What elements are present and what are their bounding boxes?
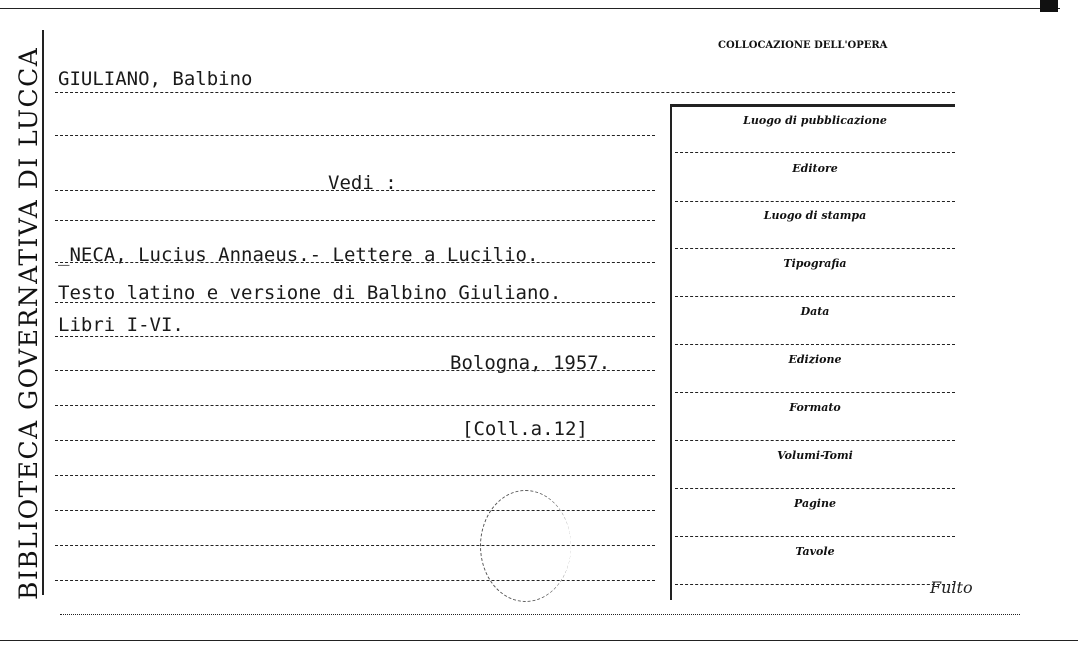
top-border [0,8,1060,9]
rule-line [55,510,655,511]
field-format: Formato [789,401,841,414]
shelfmark: [Coll.a.12] [462,418,588,440]
rule-line [55,580,655,581]
place-year: Bologna, 1957. [450,352,611,374]
signature: Fulto [930,578,973,597]
library-name: BIBLIOTECA GOVERNATIVA DI LUCCA [14,46,43,600]
field-rule [675,440,955,441]
field-pages: Pagine [794,497,836,510]
field-date: Data [800,305,830,318]
bottom-border [0,640,1078,641]
rule-line [55,92,955,93]
field-rule [675,201,955,202]
field-publisher: Editore [792,162,838,175]
rule-line [55,220,655,221]
rule-line [55,405,655,406]
field-rule [675,152,955,153]
see-label: Vedi : [328,172,397,194]
collocation-header: COLLOCAZIONE DELL'OPERA [718,40,888,51]
entry-line-1: _NECA, Lucius Annaeus.- Lettere a Lucilio. [58,244,539,266]
rule-line [55,440,655,441]
bottom-rule [60,614,1020,615]
field-plates: Tavole [795,545,835,558]
fields-divider [670,105,672,600]
field-place-of-publication: Luogo di pubblicazione [743,114,887,127]
rule-line [55,135,655,136]
fields-top-rule [670,104,955,107]
field-rule [675,536,955,537]
field-rule [675,392,955,393]
entry-line-3: Libri I-VI. [58,314,184,336]
entry-line-2: Testo latino e versione di Balbino Giuliano. [58,282,562,304]
field-rule [675,296,955,297]
corner-mark [1040,0,1058,12]
field-rule [675,344,955,345]
field-printer: Tipografia [783,257,847,270]
field-volumes: Volumi-Tomi [777,449,853,462]
field-rule [675,248,955,249]
field-rule [675,584,955,585]
rule-line [55,475,655,476]
stamp-outline [480,490,571,602]
field-edition: Edizione [788,353,842,366]
field-place-of-printing: Luogo di stampa [763,209,867,222]
author-heading: GIULIANO, Balbino [58,68,253,90]
rule-line [55,336,655,337]
field-rule [675,488,955,489]
